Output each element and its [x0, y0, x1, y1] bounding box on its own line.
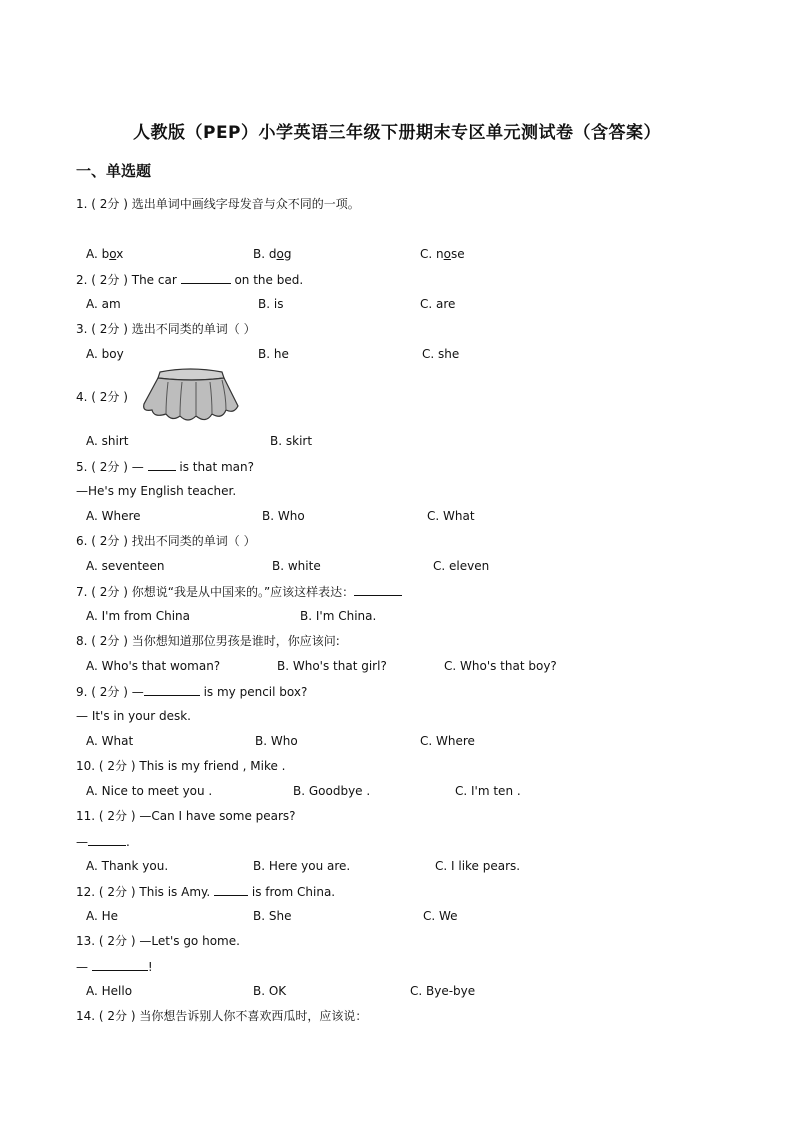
option-6a[interactable]: A. seventeen	[86, 559, 165, 573]
option-11c[interactable]: C. I like pears.	[435, 859, 521, 873]
question-5-line2: —He's my English teacher.	[76, 484, 237, 498]
option-4b[interactable]: B. skirt	[270, 434, 313, 448]
question-6: 6. ( 2分 ) 找出不同类的单词（ ）	[76, 534, 256, 548]
question-7: 7. ( 2分 ) 你想说“我是从中国来的。”应该这样表达：	[76, 583, 402, 600]
question-9-line2: — It's in your desk.	[76, 709, 191, 723]
option-9b[interactable]: B. Who	[255, 734, 298, 748]
question-2: 2. ( 2分 ) The car on the bed.	[76, 273, 304, 287]
option-5a[interactable]: A. Where	[86, 509, 141, 523]
option-1b[interactable]: B. dog	[253, 247, 292, 261]
option-8c[interactable]: C. Who's that boy?	[444, 659, 557, 673]
question-9: 9. ( 2分 ) — is my pencil box?	[76, 685, 308, 699]
question-4: 4. ( 2分 )	[76, 390, 128, 404]
option-13a[interactable]: A. Hello	[86, 984, 133, 998]
option-9a[interactable]: A. What	[86, 734, 134, 748]
option-12b[interactable]: B. She	[253, 909, 292, 923]
question-13: 13. ( 2分 ) —Let's go home.	[76, 934, 240, 948]
option-10c[interactable]: C. I'm ten .	[455, 784, 521, 798]
option-12a[interactable]: A. He	[86, 909, 119, 923]
option-3c[interactable]: C. she	[422, 347, 460, 361]
option-1a[interactable]: A. box	[86, 247, 124, 261]
section-title: 一、单选题	[76, 162, 152, 180]
option-7b[interactable]: B. I'm China.	[300, 609, 377, 623]
option-12c[interactable]: C. We	[423, 909, 458, 923]
option-11a[interactable]: A. Thank you.	[86, 859, 169, 873]
option-6b[interactable]: B. white	[272, 559, 321, 573]
question-13-line2: — !	[76, 960, 153, 974]
option-5b[interactable]: B. Who	[262, 509, 305, 523]
question-12: 12. ( 2分 ) This is Amy. is from China.	[76, 885, 336, 899]
question-5: 5. ( 2分 ) — is that man?	[76, 460, 255, 474]
option-8a[interactable]: A. Who's that woman?	[86, 659, 221, 673]
option-4a[interactable]: A. shirt	[86, 434, 129, 448]
option-1c[interactable]: C. nose	[420, 247, 465, 261]
option-10a[interactable]: A. Nice to meet you .	[86, 784, 213, 798]
question-10: 10. ( 2分 ) This is my friend , Mike .	[76, 759, 286, 773]
option-3a[interactable]: A. boy	[86, 347, 124, 361]
option-10b[interactable]: B. Goodbye .	[293, 784, 371, 798]
question-11: 11. ( 2分 ) —Can I have some pears?	[76, 809, 296, 823]
option-2a[interactable]: A. am	[86, 297, 121, 311]
option-7a[interactable]: A. I'm from China	[86, 609, 190, 623]
question-1: 1. ( 2分 ) 选出单词中画线字母发音与众不同的一项。	[76, 197, 360, 211]
option-9c[interactable]: C. Where	[420, 734, 475, 748]
question-11-line2: — .	[76, 835, 130, 849]
option-2b[interactable]: B. is	[258, 297, 284, 311]
option-3b[interactable]: B. he	[258, 347, 289, 361]
skirt-image	[138, 366, 242, 426]
question-3: 3. ( 2分 ) 选出不同类的单词（ ）	[76, 322, 256, 336]
option-5c[interactable]: C. What	[427, 509, 475, 523]
option-2c[interactable]: C. are	[420, 297, 456, 311]
option-13c[interactable]: C. Bye-bye	[410, 984, 476, 998]
option-6c[interactable]: C. eleven	[433, 559, 490, 573]
option-11b[interactable]: B. Here you are.	[253, 859, 351, 873]
question-8: 8. ( 2分 ) 当你想知道那位男孩是谁时，你应该问:	[76, 634, 340, 648]
option-8b[interactable]: B. Who's that girl?	[277, 659, 387, 673]
option-13b[interactable]: B. OK	[253, 984, 287, 998]
page-title: 人教版（PEP）小学英语三年级下册期末专区单元测试卷（含答案）	[132, 123, 662, 143]
question-14: 14. ( 2分 ) 当你想告诉别人你不喜欢西瓜时，应该说：	[76, 1009, 368, 1023]
